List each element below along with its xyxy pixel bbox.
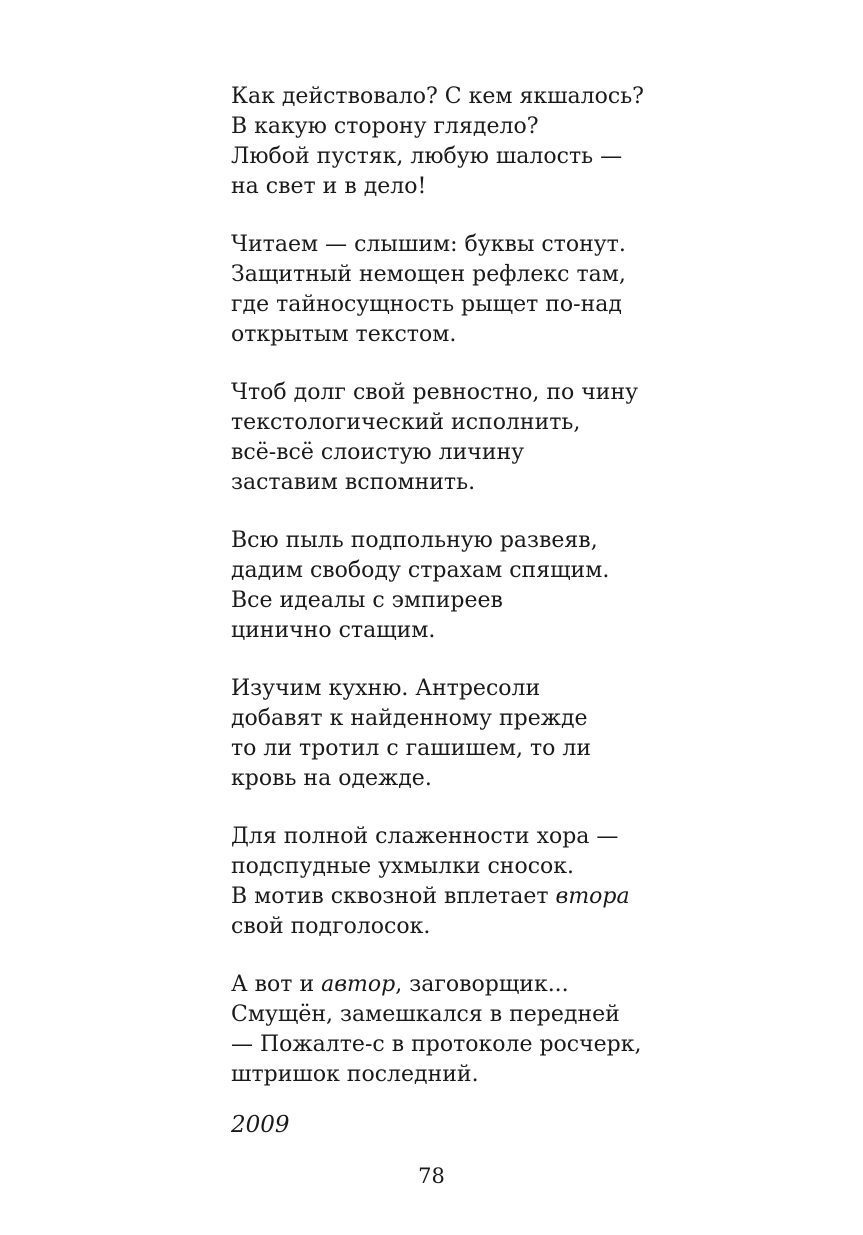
poem-line: цинично стащим.	[231, 618, 436, 643]
poem-line: Все идеалы с эмпиреев	[231, 588, 503, 613]
poem-line: где тайносущность рыщет по-над	[231, 292, 622, 317]
stanza	[231, 970, 651, 1090]
poem-line: Любой пустяк, любую шалость —	[231, 144, 623, 169]
poem-line: текстологический исполнить,	[231, 410, 581, 435]
poem-line: Всю пыль подпольную развеяв,	[231, 528, 598, 553]
stanza	[231, 526, 651, 646]
stanza	[231, 674, 651, 794]
poem-line	[231, 970, 651, 1000]
poem-line: В какую сторону глядело?	[231, 114, 539, 139]
poem-line	[231, 882, 651, 912]
poem-line: заставим вспомнить.	[231, 470, 476, 495]
poem-line: то ли тротил с гашишем, то ли	[231, 736, 592, 761]
poem-line: кровь на одежде.	[231, 766, 432, 791]
poem-line: дадим свободу страхам спящим.	[231, 558, 610, 583]
poem	[231, 82, 651, 1140]
stanza	[231, 230, 651, 350]
poem-line: добавят к найденному прежде	[231, 706, 588, 731]
poem-line: Как действовало? С кем якшалось?	[231, 84, 644, 109]
page-number: 78	[418, 1164, 445, 1188]
poem-line: Изучим кухню. Антресоли	[231, 676, 541, 701]
poem-line: штришок последний.	[231, 1062, 479, 1087]
poem-line: свой подголосок.	[231, 914, 431, 939]
line-text: А вот и	[231, 972, 322, 997]
poem-line: — Пожалте-с в протоколе росчерк,	[231, 1032, 642, 1057]
stanza	[231, 82, 651, 202]
poem-line: Для полной слаженности хора —	[231, 824, 619, 849]
poem-line: всё-всё слоистую личину	[231, 440, 525, 465]
italic-word: втора	[555, 884, 630, 909]
italic-word: автор	[321, 972, 396, 997]
line-text: В мотив сквозной вплетает	[231, 884, 556, 909]
poem-line: Чтоб долг свой ревностно, по чину	[231, 380, 639, 405]
poem-line: подспудные ухмылки сносок.	[231, 854, 575, 879]
poem-date: 2009	[231, 1112, 290, 1138]
stanza	[231, 378, 651, 498]
poem-line: открытым текстом.	[231, 322, 457, 347]
poem-line: на свет и в дело!	[231, 174, 427, 199]
stanza	[231, 822, 651, 942]
poem-line: Смущён, замешкался в передней	[231, 1002, 620, 1027]
line-text: , заговорщик...	[395, 972, 569, 997]
poem-line: Защитный немощен рефлекс там,	[231, 262, 626, 287]
poem-line: Читаем — слышим: буквы стонут.	[231, 232, 626, 257]
